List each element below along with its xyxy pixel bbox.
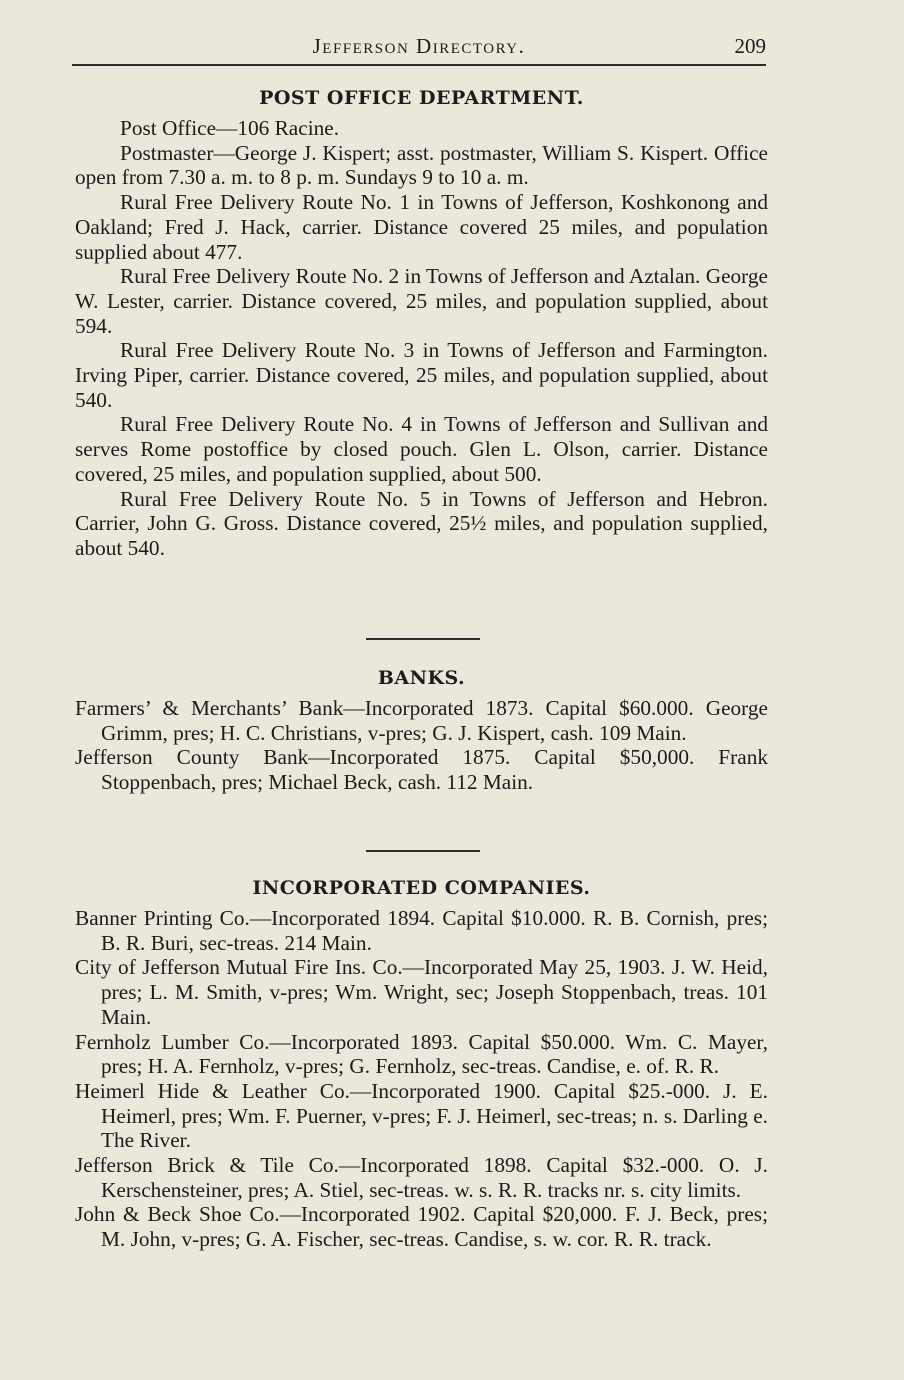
bank-entry: Farmers’ & Merchants’ Bank—Incorporated 1873. Capital $60.000. George Grimm, pres; H. C. Christians, v-pres; G. J. Kispert, cash. 109 Main. [75, 696, 768, 745]
company-entry: John & Beck Shoe Co.—Incorporated 1902. Capital $20,000. F. J. Beck, pres; M. John, v-pres; G. A. Fischer, sec-treas. Candise, s. w. cor. R. R. track. [75, 1202, 768, 1252]
company-entry: Banner Printing Co.—Incorporated 1894. Capital $10.000. R. B. Cornish, pres; B. R. Buri, sec-treas. 214 Main. [75, 906, 768, 955]
company-entry: Jefferson Brick & Tile Co.—Incorporated 1898. Capital $32.-000. O. J. Kerschensteiner, pres; A. Stiel, sec-treas. w. s. R. R. tracks nr. s. city limits. [75, 1153, 768, 1202]
post-office-paragraph: Rural Free Delivery Route No. 4 in Towns of Jefferson and Sullivan and serves Rome postoffice by closed pouch. Glen L. Olson, carrier. Distance covered, 25 miles, and population supplied, about 500. [75, 412, 768, 486]
section-divider [366, 638, 480, 640]
post-office-paragraph: Post Office—106 Racine. [120, 116, 340, 140]
page-number: 209 [734, 34, 766, 58]
banks-section [75, 660, 768, 795]
post-office-heading: POST OFFICE DEPARTMENT. [259, 87, 584, 109]
page-header [72, 34, 766, 66]
post-office-paragraph: Postmaster—George J. Kispert; asst. postmaster, William S. Kispert. Office open from 7.30 a. m. to 8 p. m. Sundays 9 to 10 a. m. [75, 140, 768, 190]
post-office-paragraph: Rural Free Delivery Route No. 3 in Towns of Jefferson and Farmington. Irving Piper, carrier. Distance covered, 25 miles, and population supplied, about 540. [75, 338, 768, 412]
companies-heading: INCORPORATED COMPANIES. [252, 877, 591, 899]
post-office-paragraph: Rural Free Delivery Route No. 1 in Towns of Jefferson, Koshkonong and Oakland; Fred J. Hack, carrier. Distance covered 25 miles, and population supplied about 477. [75, 190, 768, 264]
company-entry: City of Jefferson Mutual Fire Ins. Co.—Incorporated May 25, 1903. J. W. Heid, pres; L. M. Smith, v-pres; Wm. Wright, sec; Joseph Stoppenbach, treas. 101 Main. [75, 955, 768, 1029]
companies-section [75, 870, 768, 1252]
company-entry: Heimerl Hide & Leather Co.—Incorporated 1900. Capital $25.-000. J. E. Heimerl, pres; Wm. F. Puerner, v-pres; F. J. Heimerl, sec-treas; n. s. Darling e. The River. [75, 1078, 768, 1153]
post-office-paragraph: Rural Free Delivery Route No. 5 in Towns of Jefferson and Hebron. Carrier, John G. Gross. Distance covered, 25½ miles, and population supplied, about 540. [75, 486, 768, 560]
post-office-paragraph: Rural Free Delivery Route No. 2 in Towns of Jefferson and Aztalan. George W. Lester, carrier. Distance covered, 25 miles, and population supplied, about 594. [75, 264, 768, 338]
section-divider [366, 850, 480, 852]
company-entry: Fernholz Lumber Co.—Incorporated 1893. Capital $50.000. Wm. C. Mayer, pres; H. A. Fernholz, v-pres; G. Fernholz, sec-treas. Candise, e. of. R. R. [75, 1029, 768, 1079]
banks-heading: BANKS. [377, 667, 466, 689]
bank-entry: Jefferson County Bank—Incorporated 1875. Capital $50,000. Frank Stoppenbach, pres; Michael Beck, cash. 112 Main. [75, 745, 768, 795]
post-office-section [75, 80, 768, 561]
running-title: Jefferson Directory. [312, 34, 526, 58]
